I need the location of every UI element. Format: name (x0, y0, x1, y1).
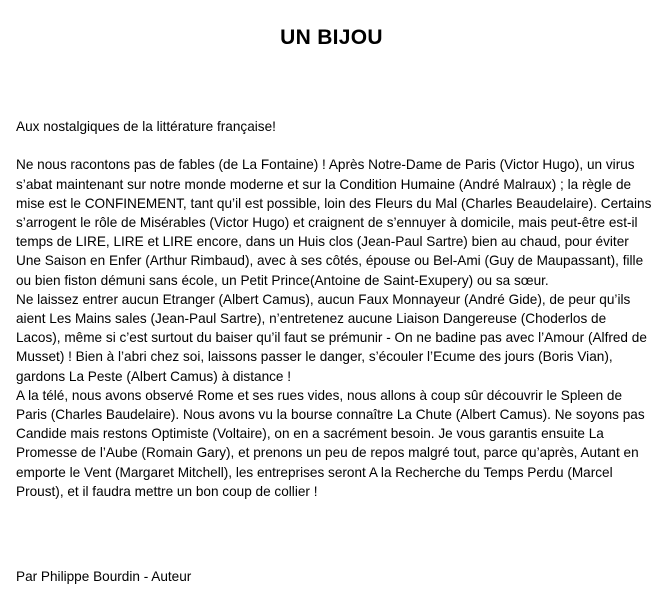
author-signature: Par Philippe Bourdin - Auteur (16, 569, 192, 584)
document-title: UN BIJOU (280, 26, 383, 49)
document-body (16, 117, 652, 501)
paragraph-1: Ne nous racontons pas de fables (de La Fontaine) ! Après Notre-Dame de Paris (Victor Hugo), un virus s’abat maintenant sur notre monde moderne et sur la Condition Humaine (André Malraux) ; la règle de mise est le CONFINEMENT, tant qu’il est possible, loin des Fleurs du Mal (Charles Beaudelaire). Certains s’arrogent le rôle de Misérables (Victor Hugo) et craignent de s’ennuyer à domicile, mais peut-être est-il temps de LIRE, LIRE et LIRE encore, dans un Huis clos (Jean-Paul Sartre) bien au chaud, pour éviter Une Saison en Enfer (Arthur Rimbaud), avec à ses côtés, épouse ou Bel-Ami (Guy de Maupassant), fille ou bien fiston démuni sans école, un Petit Prince(Antoine de Saint-Exupery) ou sa sœur. (16, 157, 652, 288)
paragraph-3: A la télé, nous avons observé Rome et ses rues vides, nous allons à coup sûr découvrir le Spleen de Paris (Charles Baudelaire). Nous avons vu la bourse connaître La Chute (Albert Camus). Ne soyons pas Candide mais restons Optimiste (Voltaire), on en a sacrément besoin. Je vous garantis ensuite La Promesse de l’Aube (Romain Gary), et prenons un peu de repos malgré tout, parce qu’après, Autant en emporte le Vent (Margaret Mitchell), les entreprises seront A la Recherche du Temps Perdu (Marcel Proust), et il faudra mettre un bon coup de collier ! (16, 387, 645, 499)
greeting-line: Aux nostalgiques de la littérature française! (16, 119, 276, 134)
paragraph-2: Ne laissez entrer aucun Etranger (Albert Camus), aucun Faux Monnayeur (André Gide), de peur qu’ils aient Les Mains sales (Jean-Paul Sartre), n’entretenez aucune Liaison Dangereuse (Choderlos de Lacos), même si c’est surtout du baiser qu’il faut se prémunir - On ne badine pas avec l’Amour (Alfred de Musset) ! Bien à l’abri chez soi, laissons passer le danger, s’écouler l’Ecume des jours (Boris Vian), gardons La Peste (Albert Camus) à distance ! (16, 291, 647, 384)
